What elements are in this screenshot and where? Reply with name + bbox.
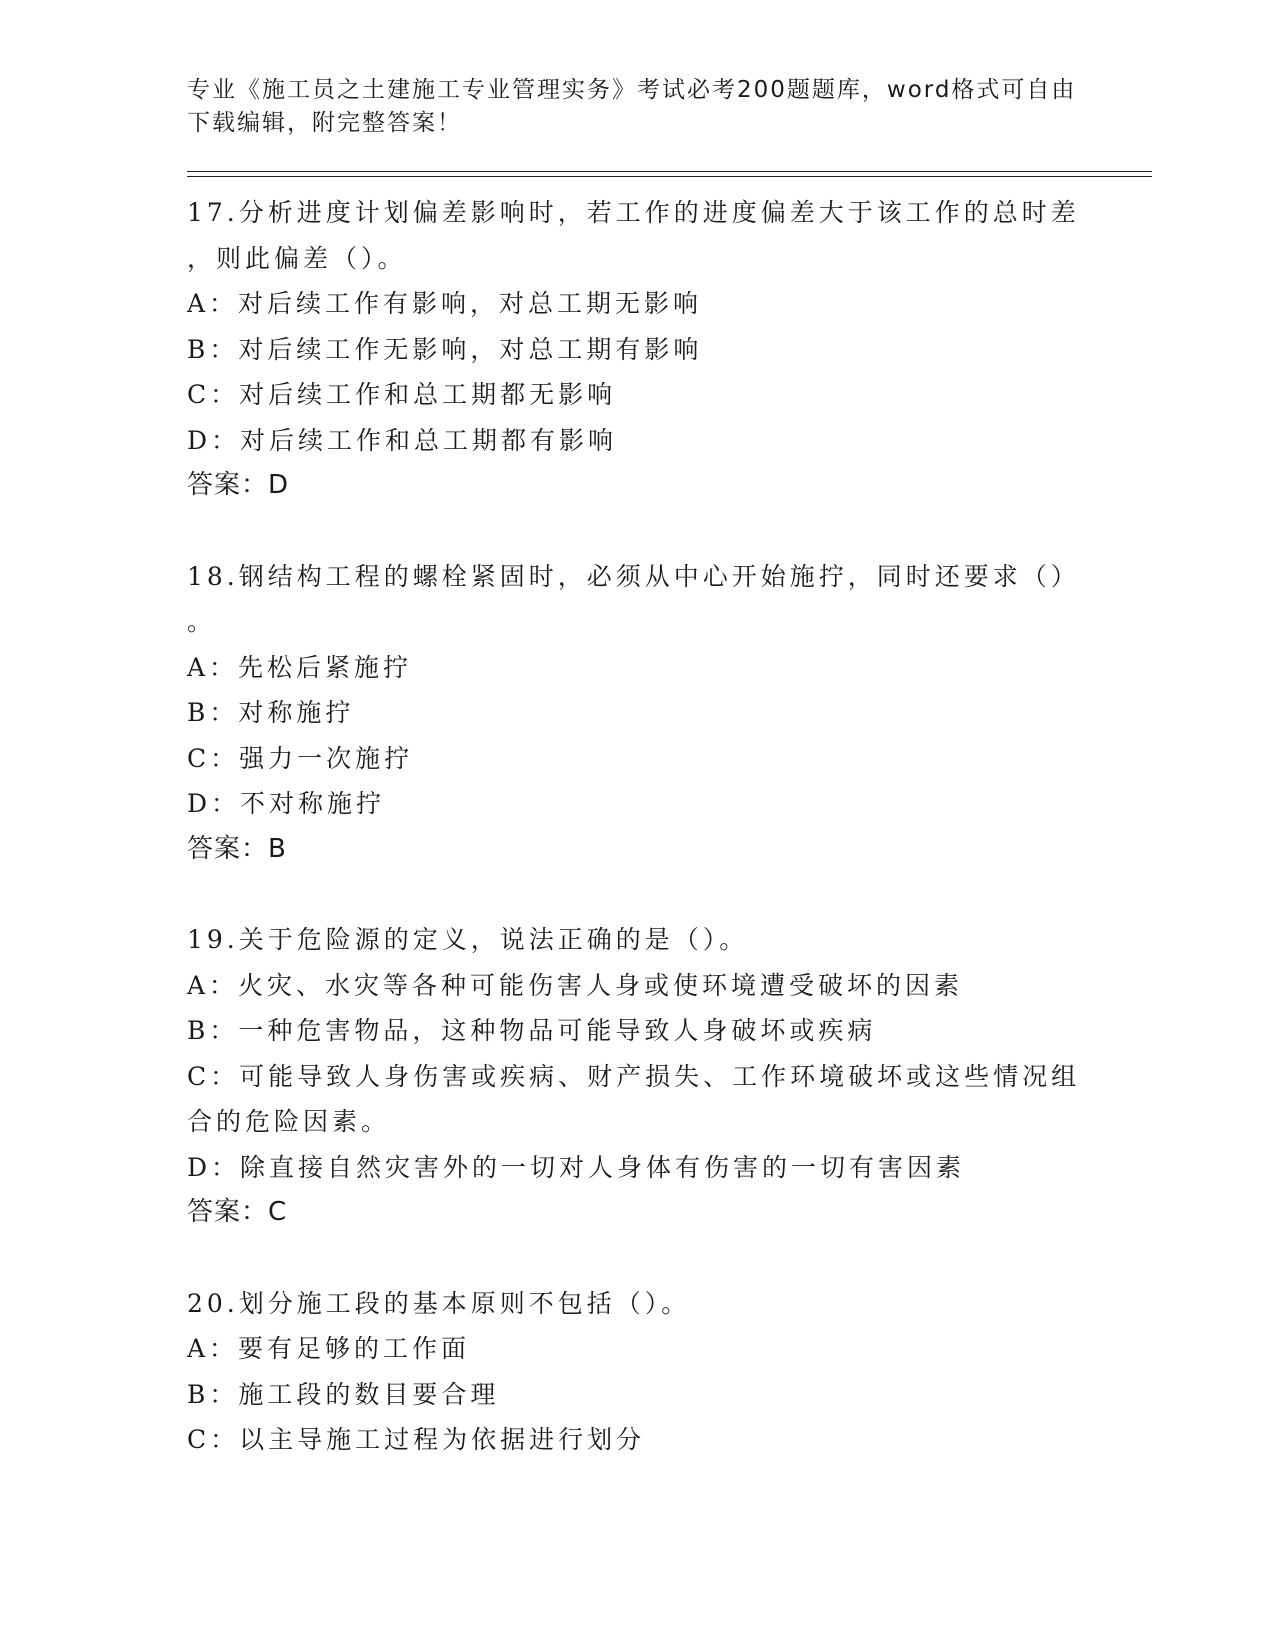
answer-option-line: A：先松后紧施拧	[187, 652, 413, 682]
answer-option-line: C：以主导施工过程为依据进行划分	[187, 1425, 646, 1454]
answer-option-line: 合的危险因素。	[187, 1107, 391, 1136]
header-line-1: 专业《施工员之土建施工专业管理实务》考试必考200题题库，word格式可自由	[187, 77, 1077, 103]
question-stem-line: 17.分析进度计划偏差影响时，若工作的进度偏差大于该工作的总时差	[187, 198, 1080, 227]
question-stem-line: 。	[187, 607, 217, 636]
question-block	[187, 190, 1087, 509]
document-header	[187, 74, 1077, 140]
answer-option-line: C：强力一次施拧	[187, 743, 414, 773]
question-list	[187, 190, 1087, 1508]
header-line-2: 下载编辑，附完整答案！	[187, 110, 462, 136]
answer-option-line: D：除直接自然灾害外的一切对人身体有伤害的一切有害因素	[187, 1152, 966, 1182]
correct-answer: 答案：D	[187, 470, 290, 500]
answer-option-line: D：不对称施拧	[187, 789, 386, 818]
answer-option-line: A：火灾、水灾等各种可能伤害人身或使环境遭受破坏的因素	[187, 970, 964, 1000]
question-stem-line: 18.钢结构工程的螺栓紧固时，必须从中心开始施拧，同时还要求（）	[187, 561, 1080, 591]
question-block	[187, 554, 1087, 873]
answer-option-line: C：可能导致人身伤害或疾病、财产损失、工作环境破坏或这些情况组	[187, 1061, 1081, 1091]
answer-option-line: A：要有足够的工作面	[187, 1334, 471, 1363]
header-divider-top	[187, 171, 1152, 172]
answer-option-line: B：对称施拧	[187, 698, 355, 727]
answer-option-line: B：一种危害物品，这种物品可能导致人身破坏或疾病	[187, 1016, 877, 1045]
question-stem-line: 19.关于危险源的定义，说法正确的是（）。	[187, 925, 749, 954]
header-divider-bottom	[187, 176, 1152, 177]
correct-answer: 答案：C	[187, 1197, 288, 1227]
answer-option-line: D：对后续工作和总工期都有影响	[187, 425, 618, 455]
answer-option-line: C：对后续工作和总工期都无影响	[187, 380, 617, 409]
answer-option-line: B：施工段的数目要合理	[187, 1379, 500, 1409]
question-block	[187, 917, 1087, 1236]
question-stem-line: ，则此偏差（）。	[187, 243, 407, 273]
answer-option-line: A：对后续工作有影响，对总工期无影响	[187, 289, 703, 318]
correct-answer: 答案：B	[187, 833, 287, 864]
answer-option-line: B：对后续工作无影响，对总工期有影响	[187, 334, 703, 364]
question-stem-line: 20.划分施工段的基本原则不包括（）。	[187, 1288, 691, 1318]
question-block	[187, 1281, 1087, 1463]
